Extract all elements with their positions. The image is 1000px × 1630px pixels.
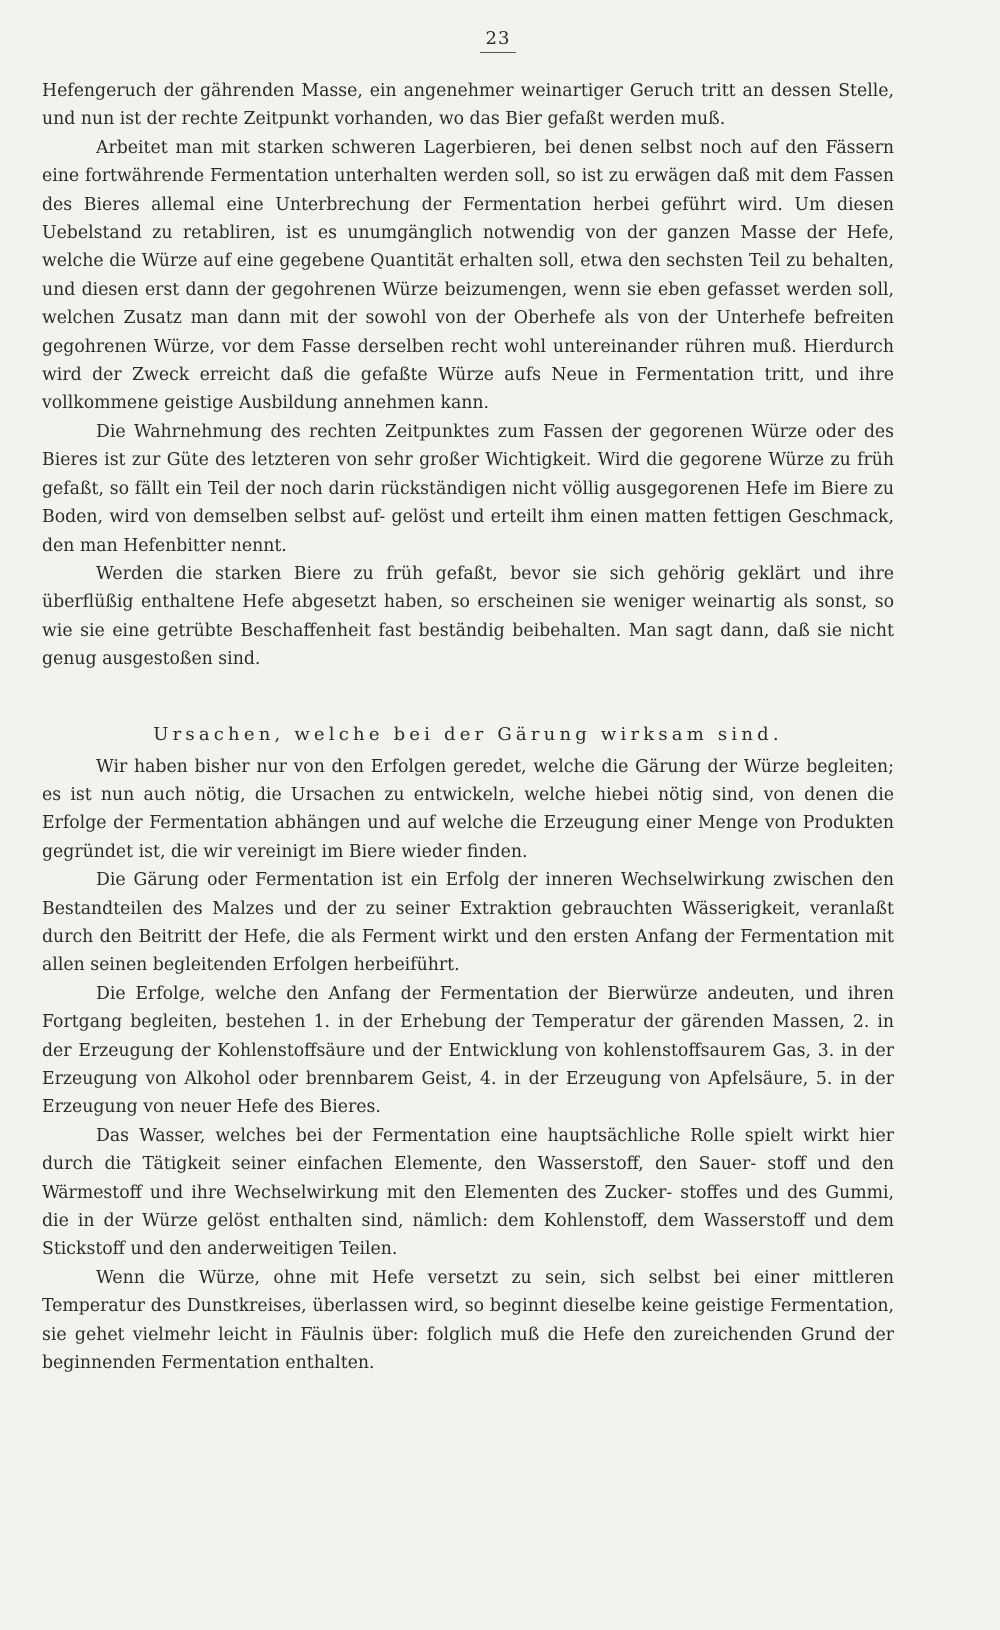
body-after-heading xyxy=(42,753,894,1378)
page-number-text: 23 xyxy=(480,28,517,53)
paragraph: Hefengeruch der gährenden Masse, ein angenehmer weinartiger Geruch tritt an dessen Stelle, und nun ist der rechte Zeitpunkt vorhanden, wo das Bier gefaßt werden muß. xyxy=(42,81,894,130)
paragraph: Das Wasser, welches bei der Fermentation eine hauptsächliche Rolle spielt wirkt hier durch die Tätigkeit seiner einfachen Elemente, den Wasserstoff, den Sauer- stoff und den Wärmestoff und ihre Wechselwirkung mit den Elementen des Zucker- stoffes und des Gummi, die in der Würze gelöst enthalten sind, nämlich: dem Kohlenstoff, dem Wasserstoff und dem Stickstoff und den anderweitigen Teilen. xyxy=(42,1125,894,1260)
section-heading: Ursachen, welche bei der Gärung wirksam sind. xyxy=(153,723,783,745)
paragraph: Wir haben bisher nur von den Erfolgen geredet, welche die Gärung der Würze begleiten; es ist nun auch nötig, die Ursachen zu entwickeln, welche hiebei nötig sind, von denen die Erfolge der Fermentation abhängen und auf welche die Erzeugung einer Menge von Produkten gegründet ist, die wir vereinigt im Biere wieder finden. xyxy=(42,756,894,862)
paragraph: Die Erfolge, welche den Anfang der Fermentation der Bierwürze andeuten, und ihren Fortgang begleiten, bestehen 1. in der Erhebung der Temperatur der gärenden Massen, 2. in der Erzeugung der Kohlenstoffsäure und der Entwicklung von kohlenstoffsaurem Gas, 3. in der Erzeugung von Alkohol oder brennbarem Geist, 4. in der Erzeugung von Apfelsäure, 5. in der Erzeugung von neuer Hefe des Bieres. xyxy=(42,983,894,1118)
paragraph: Werden die starken Biere zu früh gefaßt, bevor sie sich gehörig geklärt und ihre überflüßig enthaltene Hefe abgesetzt haben, so erscheinen sie weniger weinartig als sonst, so wie sie eine getrübte Beschaffenheit fast beständig beibehalten. Man sagt dann, daß sie nicht genug ausgestoßen sind. xyxy=(42,563,894,670)
paragraph: Die Wahrnehmung des rechten Zeitpunktes zum Fassen der gegorenen Würze oder des Bieres ist zur Güte des letzteren von sehr großer Wichtigkeit. Wird die gegorene Würze zu früh gefaßt, so fällt ein Teil der noch darin rückständigen nicht völlig ausgegorenen Hefe im Biere zu Boden, wird von demselben selbst auf- gelöst und erteilt ihm einen matten fettigen Geschmack, den man Hefenbitter nennt. xyxy=(42,421,894,556)
paragraph: Die Gärung oder Fermentation ist ein Erfolg der inneren Wechselwirkung zwischen den Bestandteilen des Malzes und der zu seiner Extraktion gebrauchten Wässerigkeit, veranlaßt durch den Beitritt der Hefe, die als Ferment wirkt und den ersten Anfang der Fermentation mit allen seinen begleitenden Erfolgen herbeiführt. xyxy=(42,870,894,976)
paragraph: Arbeitet man mit starken schweren Lagerbieren, bei denen selbst noch auf den Fässern eine fortwährende Fermentation unterhalten werden soll, so ist zu erwägen daß mit dem Fassen des Bieres allemal eine Unterbrechung der Fermentation herbei geführt wird. Um diesen Uebelstand zu retabliren, ist es unumgänglich notwendig von der ganzen Masse der Hefe, welche die Würze auf eine gegebene Quantität erhalten soll, etwa den sechsten Teil zu behalten, und diesen erst dann der gegohrenen Würze beizumengen, wenn sie eben gefasset werden soll, welchen Zusatz man dann mit der sowohl von der Oberhefe als von der Unterhefe befreiten gegohrenen Würze, vor dem Fasse derselben recht wohl untereinander rühren muß. Hierdurch wird der Zweck erreicht daß die gefaßte Würze aufs Neue in Fermentation tritt, und ihre vollkommene geistige Ausbildung annehmen kann. xyxy=(42,137,894,414)
paragraph: Wenn die Würze, ohne mit Hefe versetzt zu sein, sich selbst bei einer mittleren Temperatur des Dunstkreises, überlassen wird, so beginnt dieselbe keine geistige Fermentation, sie gehet vielmehr leicht in Fäulnis über: folglich muß die Hefe den zureichenden Grund der beginnenden Fermentation enthalten. xyxy=(42,1267,894,1374)
body-before-heading xyxy=(42,77,894,674)
page-number xyxy=(42,28,894,53)
